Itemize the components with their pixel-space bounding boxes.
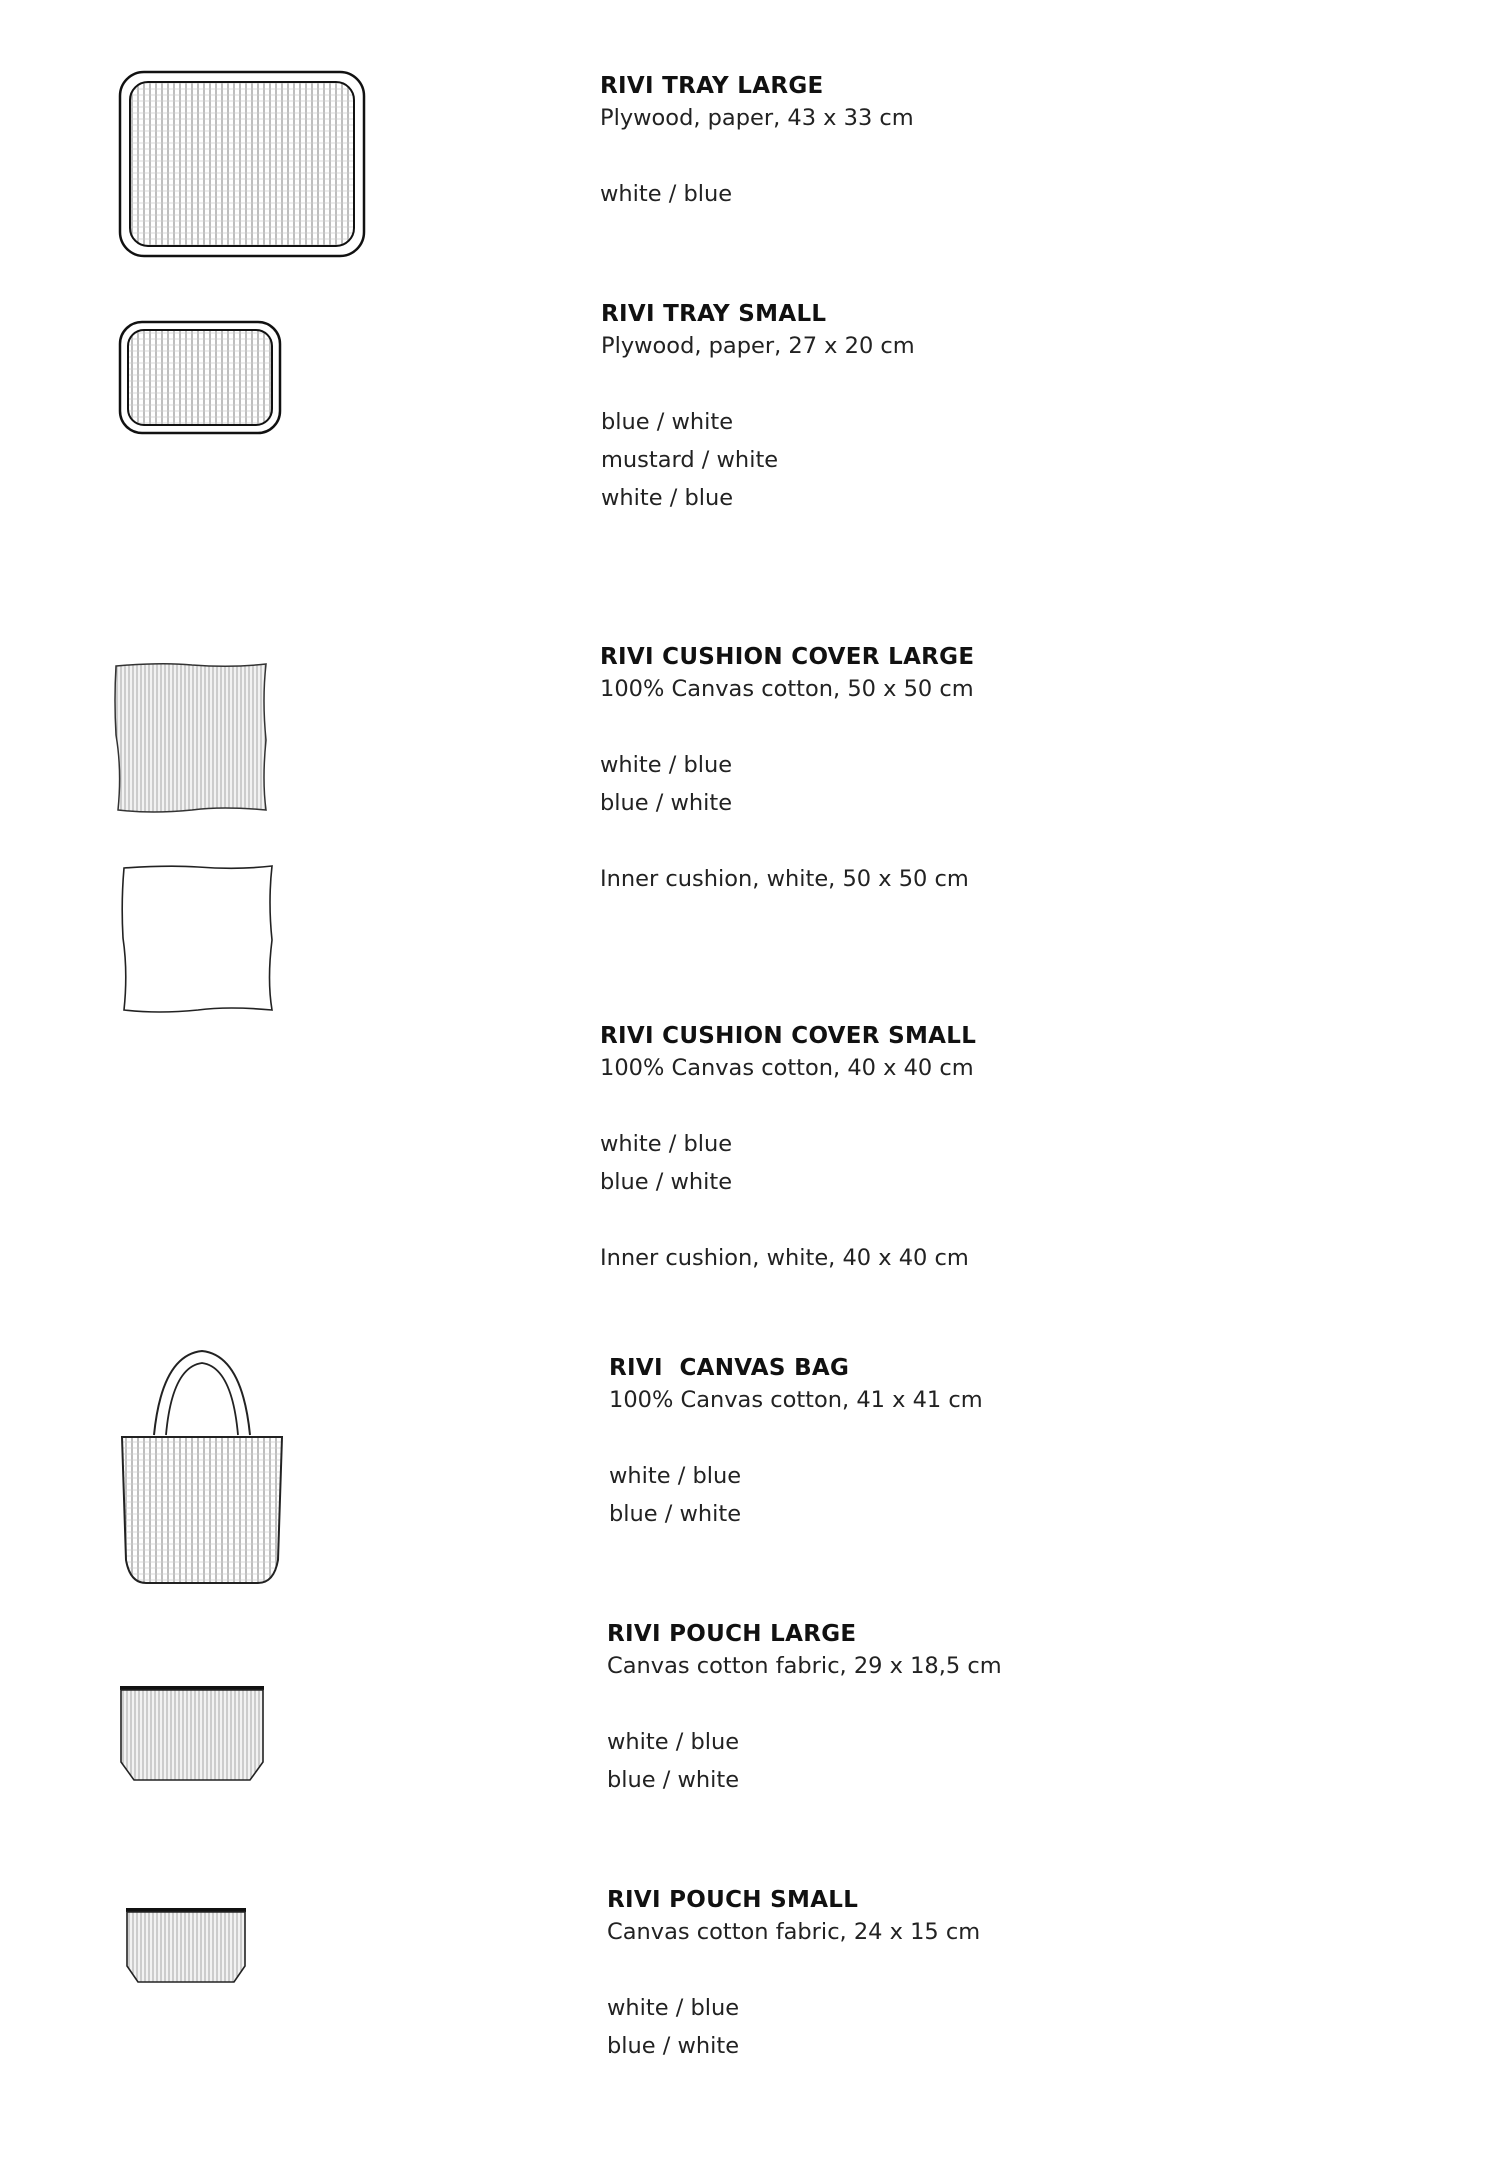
product-title: RIVI TRAY LARGE xyxy=(600,73,824,99)
inner-cushion-spec: Inner cushion, white, 40 x 40 cm xyxy=(600,1245,969,1271)
product-spec: 100% Canvas cotton, 40 x 40 cm xyxy=(600,1055,974,1081)
color-option: blue / white xyxy=(601,409,734,435)
product-tray-small xyxy=(601,301,1301,517)
color-option: white / blue xyxy=(600,752,733,778)
tray-large-icon xyxy=(118,70,366,260)
color-option: white / blue xyxy=(609,1463,742,1489)
product-canvas-bag xyxy=(609,1355,1309,1533)
color-option: blue / white xyxy=(600,790,733,816)
inner-cushion-icon xyxy=(118,862,278,1016)
product-title: RIVI CUSHION COVER SMALL xyxy=(600,1023,977,1049)
color-option: white / blue xyxy=(600,1131,733,1157)
product-spec: 100% Canvas cotton, 41 x 41 cm xyxy=(609,1387,983,1413)
canvas-bag-icon xyxy=(118,1345,288,1587)
color-option: blue / white xyxy=(609,1501,742,1527)
product-spec: Canvas cotton fabric, 24 x 15 cm xyxy=(607,1919,981,1945)
product-pouch-small xyxy=(607,1887,1307,2065)
tray-small-icon xyxy=(118,320,282,436)
product-title: RIVI POUCH SMALL xyxy=(607,1887,859,1913)
color-option: white / blue xyxy=(601,485,734,511)
color-option: blue / white xyxy=(607,1767,740,1793)
product-tray-large xyxy=(600,73,1300,213)
product-spec: Plywood, paper, 43 x 33 cm xyxy=(600,105,914,131)
product-title: RIVI TRAY SMALL xyxy=(601,301,827,327)
cushion-cover-icon xyxy=(112,660,274,816)
product-spec: Plywood, paper, 27 x 20 cm xyxy=(601,333,915,359)
product-title: RIVI CANVAS BAG xyxy=(609,1355,850,1381)
pouch-large-icon xyxy=(118,1684,268,1784)
color-option: blue / white xyxy=(607,2033,740,2059)
color-option: blue / white xyxy=(600,1169,733,1195)
product-spec: 100% Canvas cotton, 50 x 50 cm xyxy=(600,676,974,702)
product-pouch-large xyxy=(607,1621,1307,1799)
color-option: white / blue xyxy=(600,181,733,207)
inner-cushion-spec: Inner cushion, white, 50 x 50 cm xyxy=(600,866,969,892)
product-title: RIVI POUCH LARGE xyxy=(607,1621,857,1647)
product-title: RIVI CUSHION COVER LARGE xyxy=(600,644,975,670)
product-spec: Canvas cotton fabric, 29 x 18,5 cm xyxy=(607,1653,1002,1679)
pouch-small-icon xyxy=(124,1906,250,1986)
product-cushion-large xyxy=(600,644,1300,898)
color-option: white / blue xyxy=(607,1995,740,2021)
product-cushion-small xyxy=(600,1023,1300,1277)
color-option: white / blue xyxy=(607,1729,740,1755)
color-option: mustard / white xyxy=(601,447,779,473)
